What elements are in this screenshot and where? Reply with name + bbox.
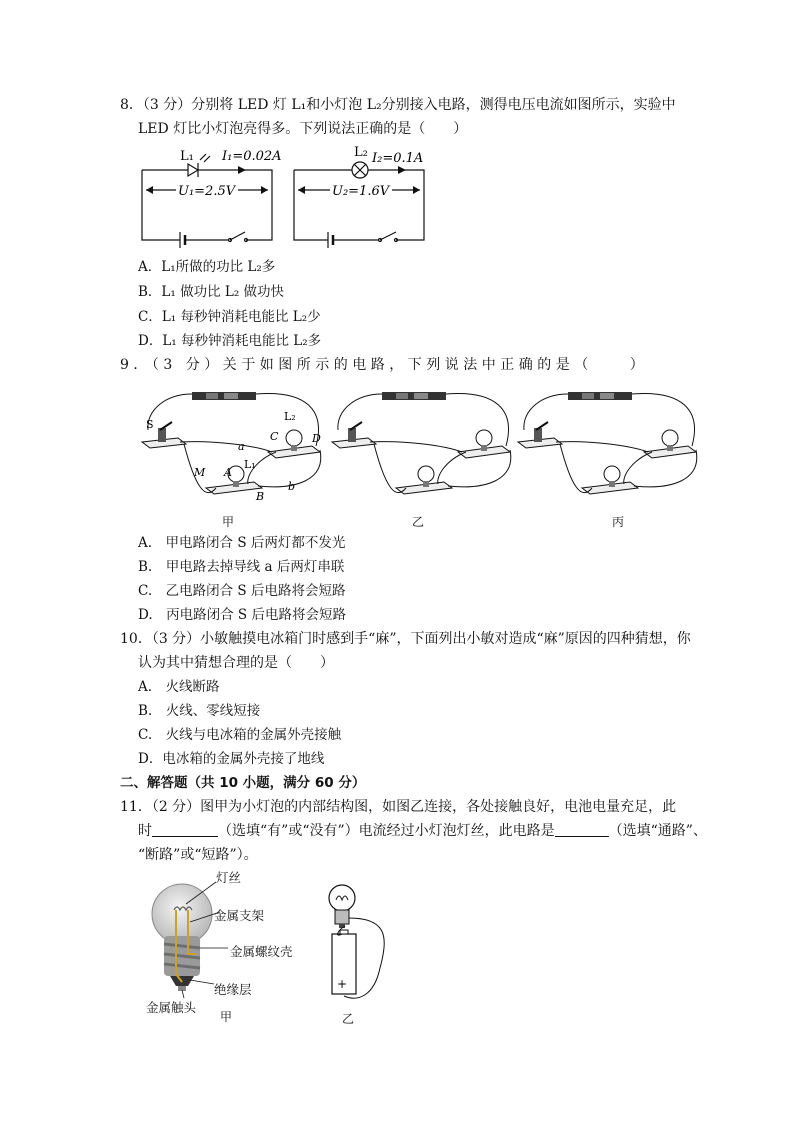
q9-caption-bing: 丙 bbox=[612, 515, 625, 529]
label-a-wire: a bbox=[238, 440, 245, 453]
label-metal-screw-shell: 金属螺纹壳 bbox=[230, 944, 293, 959]
circuit2-lamp-label: L₂ bbox=[354, 145, 368, 160]
label-b-node: B bbox=[256, 490, 265, 503]
label-m: M bbox=[194, 466, 206, 479]
circuit-1 bbox=[142, 154, 272, 248]
q11-stem-line1: 11．（2 分）图甲为小灯泡的内部结构图，如图乙连接，各处接触良好，电池电量充足，此 bbox=[120, 799, 677, 815]
q10-stem-line2: 认为其中猜想合理的是（ ） bbox=[138, 655, 334, 671]
label-filament: 灯丝 bbox=[216, 870, 242, 885]
section-heading: 二、解答题（共 10 小题，满分 60 分） bbox=[120, 775, 366, 791]
q8-option-d: D．L₁ 每秒钟消耗电能比 L₂多 bbox=[138, 333, 322, 349]
label-a-node: A bbox=[224, 466, 232, 479]
circuit-2 bbox=[294, 162, 424, 248]
q10-option-a: A. 火线断路 bbox=[138, 679, 220, 695]
q9-figure bbox=[136, 380, 716, 512]
circuit1-lamp-label: L₁ bbox=[180, 149, 194, 164]
q11-blank-2[interactable] bbox=[555, 822, 609, 837]
q10-option-c: C. 火线与电冰箱的金属外壳接触 bbox=[138, 727, 342, 743]
q8-option-a: A．L₁所做的功比 L₂多 bbox=[138, 259, 276, 275]
label-l1: L₁ bbox=[244, 458, 256, 471]
q8-option-c: C．L₁ 每秒钟消耗电能比 L₂少 bbox=[138, 309, 321, 325]
label-d: D bbox=[312, 432, 321, 445]
label-b-wire: b bbox=[288, 480, 296, 493]
q11-caption-yi: 乙 bbox=[342, 1012, 355, 1026]
q11-line2-part3: （选填“通路”、 bbox=[608, 823, 707, 839]
label-c: C bbox=[270, 430, 279, 443]
q10-option-d: D．电冰箱的金属外壳接了地线 bbox=[138, 751, 325, 767]
q9-stem: 9．（3 分）关于如图所示的电路，下列说法中正确的是（ ） bbox=[120, 357, 649, 373]
q10-stem-line1: 10．（3 分）小敏触摸电冰箱门时感到手“麻”，下面列出小敏对造成“麻”原因的四种猜想，你 bbox=[120, 631, 691, 647]
label-metal-contact: 金属触头 bbox=[146, 1000, 197, 1015]
circuit1-voltage: U₁=2.5V bbox=[178, 184, 236, 199]
label-insulation: 绝缘层 bbox=[214, 982, 252, 997]
q11-line2-part2: （选填“有”或“没有”）电流经过小灯泡灯丝，此电路是 bbox=[218, 823, 555, 839]
q8-stem-line2: LED 灯比小灯泡亮得多。下列说法正确的是（ ） bbox=[138, 121, 468, 137]
q10-option-b: B. 火线、零线短接 bbox=[138, 703, 261, 719]
circuit2-voltage: U₂=1.6V bbox=[332, 184, 390, 199]
q11-stem-line2 bbox=[138, 822, 707, 840]
label-metal-support: 金属支架 bbox=[214, 908, 265, 923]
circuit1-current: I₁=0.02A bbox=[222, 149, 282, 164]
label-s: S bbox=[146, 418, 154, 431]
q9-option-d: D. 丙电路闭合 S 后电路将会短路 bbox=[138, 607, 346, 623]
label-l2: L₂ bbox=[284, 410, 296, 423]
bulb-battery-figure bbox=[318, 878, 388, 1008]
circuit2-current: I₂=0.1A bbox=[372, 151, 424, 166]
q9-caption-jia: 甲 bbox=[222, 515, 235, 529]
q9-option-a: A. 甲电路闭合 S 后两灯都不发光 bbox=[138, 535, 346, 551]
q9-option-c: C. 乙电路闭合 S 后电路将会短路 bbox=[138, 583, 346, 599]
q8-circuit-figure bbox=[138, 140, 438, 244]
q9-option-b: B. 甲电路去掉导线 a 后两灯串联 bbox=[138, 559, 345, 575]
battery-plus-sign: + bbox=[337, 977, 348, 991]
q11-blank-1[interactable] bbox=[152, 822, 218, 837]
q11-stem-line3: “断路”或“短路”）。 bbox=[138, 847, 258, 863]
q11-caption-jia: 甲 bbox=[220, 1010, 233, 1024]
q8-option-b: B．L₁ 做功比 L₂ 做功快 bbox=[138, 284, 285, 300]
q8-stem-line1: 8．（3 分）分别将 LED 灯 L₁和小灯泡 L₂分别接入电路，测得电压电流如图所示，实验中 bbox=[120, 97, 676, 113]
q9-caption-yi: 乙 bbox=[412, 515, 425, 529]
q11-line2-part1: 时 bbox=[138, 823, 152, 839]
